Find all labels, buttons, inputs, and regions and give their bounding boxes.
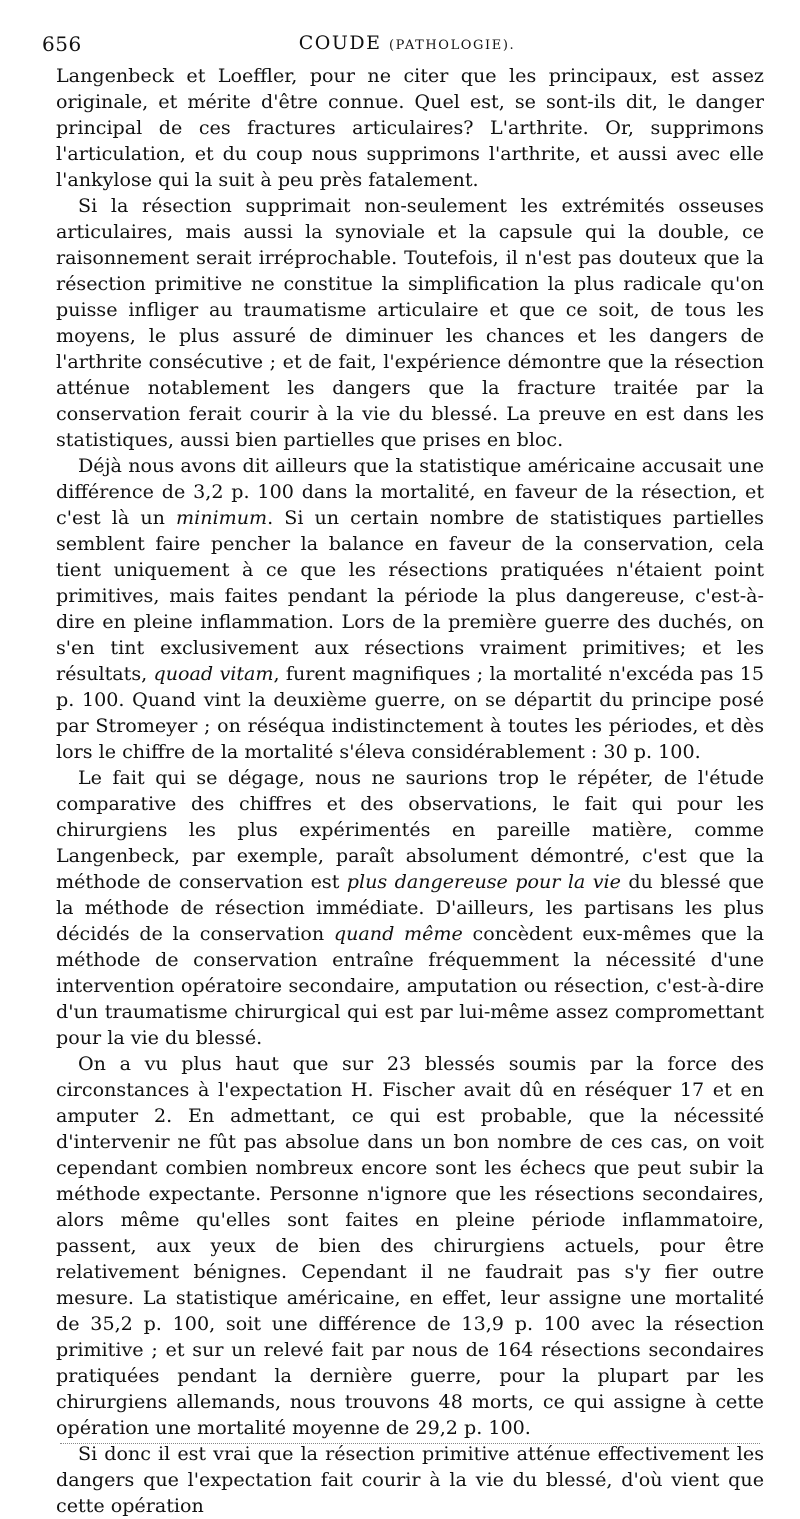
paragraph-text: Déjà nous avons dit ailleurs que la statistique américaine accusait une différence de 3,2 p. 100 dans la mortalité, en faveur de la résection, et c'est là un: [56, 454, 764, 529]
body-text: [56, 63, 764, 1519]
paragraph-text: du blessé que la méthode de résection immédiate. D'ailleurs, les partisans les plus décidés de la conservation: [56, 870, 765, 945]
footer-rule: [60, 1443, 760, 1444]
paragraph-text: Le fait qui se dégage, nous ne saurions trop le répéter, de l'étude comparative des chiffres et des observations, le fait qui pour les chirurgiens les plus expérimentés en pareille matière, comme Langenbeck, par exemple, paraît absolument démontré, c'est que la méthode de conservation est: [56, 766, 764, 893]
paragraph-text: Si la résection supprimait non-seulement les extrémités osseuses articulaires, mais aussi la synoviale et la capsule qui la double, ce raisonnement serait irréprochable. Toutefois, il n'est pas douteux que la résection primitive ne constitue la simplification la plus radicale qu'on puisse infliger au traumatisme articulaire et que ce soit, de tous les moyens, le plus assuré de diminuer les chances et les dangers de l'arthrite consécutive ; et de fait, l'expérience démontre que la résection atténue notablement les dangers que la fracture traitée par la conservation ferait courir à la vie du blessé. La preuve en est dans les statistiques, aussi bien partielles que prises en bloc.: [56, 194, 764, 451]
running-head: [42, 32, 772, 54]
page-header: [42, 32, 772, 56]
paragraph-text: Si donc il est vrai que la résection primitive atténue effectivement les dangers que l'expectation fait courir à la vie du blessé, d'où vient que cette opération: [56, 1442, 764, 1517]
paragraph-text: On a vu plus haut que sur 23 blessés soumis par la force des circonstances à l'expectation H. Fischer avait dû en réséquer 17 et en amputer 2. En admettant, ce qui est probable, que la nécessité d'intervenir ne fût pas absolue dans un bon nombre de ces cas, on voit cependant combien nombreux encore sont les échecs que peut subir la méthode expectante. Personne n'ignore que les résections secondaires, alors même qu'elles sont faites en pleine période inflammatoire, passent, aux yeux de bien des chirurgiens actuels, pour être relativement bénignes. Cependant il ne faudrait pas s'y fier outre mesure. La statistique américaine, en effet, leur assigne une mortalité de 35,2 p. 100, soit une différence de 13,9 p. 100 avec la résection primitive ; et sur un relevé fait par nous de 164 résections secondaires pratiquées pendant la dernière guerre, pour la plupart par les chirurgiens allemands, nous trouvons 48 morts, ce qui assigne à cette opération une mortalité moyenne de 29,2 p. 100.: [56, 1052, 764, 1439]
page-number: 656: [42, 32, 82, 56]
italic-text: quand même: [333, 922, 463, 945]
paragraph: [56, 193, 764, 453]
paragraph: [56, 1051, 764, 1441]
italic-text: quoad vitam: [153, 662, 274, 685]
italic-text: minimum: [175, 506, 268, 529]
paragraph-text: Langenbeck et Loeffler, pour ne citer que les principaux, est assez originale, et mérite d'être connue. Quel est, se sont-ils dit, le danger principal de ces fractures articulaires? L'arthrite. Or, supprimons l'articulation, et du coup nous supprimons l'arthrite, et aussi avec elle l'ankylose qui la suit à peu près fatalement.: [56, 64, 764, 191]
paragraph-text: , furent magnifiques ; la mortalité n'excéda pas 15 p. 100. Quand vint la deuxième guerre, on se départit du principe posé par Stromeyer ; on réséqua indistinctement à toutes les périodes, et dès lors le chiffre de la mortalité s'éleva considérablement : 30 p. 100.: [56, 662, 765, 763]
paragraph-text: . Si un certain nombre de statistiques partielles semblent faire pencher la balance en faveur de la conservation, cela tient uniquement à ce que les résections pratiquées n'étaient point primitives, mais faites pendant la période la plus dangereuse, c'est-à-dire en pleine inflammation. Lors de la première guerre des duchés, on s'en tint exclusivement aux résections vraiment primitives; et les résultats,: [56, 506, 764, 685]
paragraph: [56, 63, 764, 193]
running-head-title: COUDE: [298, 32, 382, 54]
italic-text: plus dangereuse pour la vie: [346, 870, 621, 893]
paragraph: [56, 765, 764, 1051]
paragraph: [56, 1441, 764, 1519]
running-head-subtitle: (PATHOLOGIE).: [389, 38, 516, 53]
paragraph-text: concèdent eux-mêmes que la méthode de conservation entraîne fréquemment la nécessité d'une intervention opératoire secondaire, amputation ou résection, c'est-à-dire d'un traumatisme chirurgical qui est par lui-même assez compromettant pour la vie du blessé.: [56, 922, 764, 1049]
paragraph: [56, 453, 764, 765]
